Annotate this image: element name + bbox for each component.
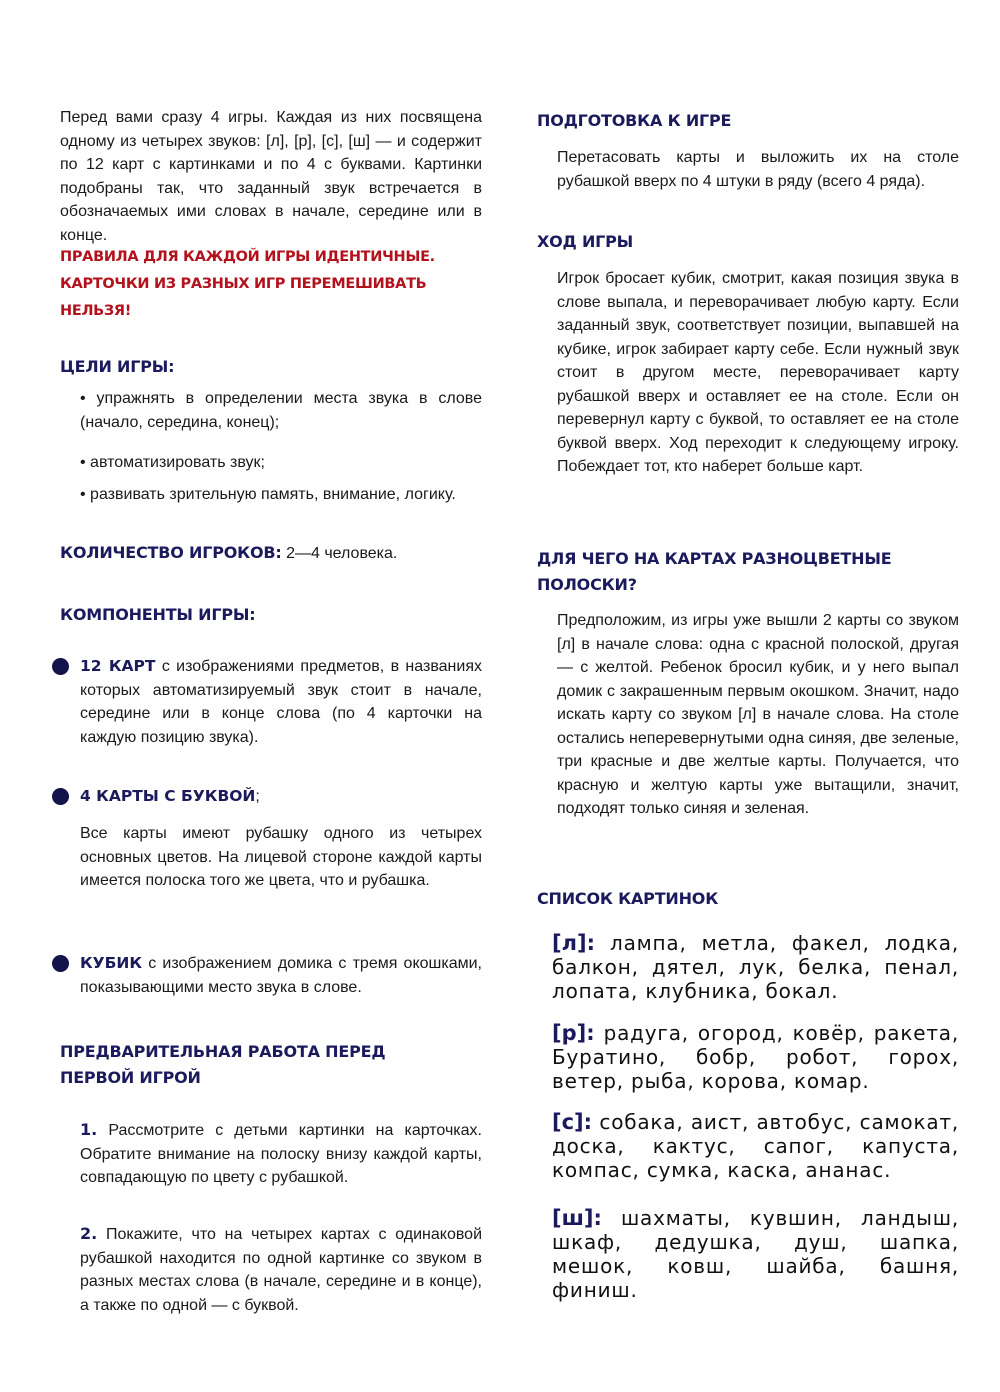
component-lead: 4 КАРТЫ С БУКВОЙ <box>80 787 256 805</box>
picture-group-s <box>552 1110 959 1182</box>
sound-key: [с]: <box>552 1110 593 1134</box>
picture-list-heading: СПИСОК КАРТИНОК <box>537 889 719 908</box>
picture-group-r <box>552 1021 959 1093</box>
players-heading: КОЛИЧЕСТВО ИГРОКОВ: <box>60 543 282 562</box>
players-line <box>60 540 482 566</box>
step-text: Рассмотрите с детьми картинки на карточках. Обратите внимание на полоску внизу каждой карты, совпадающую по цвету с рубашкой. <box>80 1122 482 1186</box>
intro-paragraph: Перед вами сразу 4 игры. Каждая из них посвящена одному из четырех звуков: [л], [р], [с], [ш] — и содержит по 12 карт с картинками и по 4 с буквами. Картинки подобраны так, что заданный звук встречается в обозначаемых ими словах в начале, середине или в конце. <box>60 109 482 244</box>
rules-warning: ПРАВИЛА ДЛЯ КАЖДОЙ ИГРЫ ИДЕНТИЧНЫЕ. КАРТОЧКИ ИЗ РАЗНЫХ ИГР ПЕРЕМЕШИВАТЬ НЕЛЬЗЯ! <box>60 249 435 319</box>
sound-words: собака, аист, автобус, самокат, доска, кактус, сапог, капуста, компас, сумка, каска, ананас. <box>552 1110 959 1182</box>
step-text: Покажите, что на четырех картах с одинаковой рубашкой находится по одной картинке со звуком в разных местах слова (в начале, середине и в конце), а также по одной — с буквой. <box>80 1226 482 1314</box>
stripes-heading-line-2: ПОЛОСКИ? <box>537 575 637 594</box>
component-item-dice <box>60 952 482 999</box>
cards-back-note: Все карты имеют рубашку одного из четырех основных цветов. На лицевой стороне каждой карты имеется полоска того же цвета, что и рубашка. <box>80 825 482 889</box>
goals-item-2: • автоматизировать звук; <box>80 454 265 471</box>
stripes-heading <box>537 546 959 598</box>
components-heading: КОМПОНЕНТЫ ИГРЫ: <box>60 605 256 624</box>
sound-words: лампа, метла, факел, лодка, балкон, дятел, лук, белка, пенал, лопата, клубника, бокал. <box>552 931 959 1003</box>
component-lead: 12 КАРТ <box>80 657 156 675</box>
picture-group-sh <box>552 1206 959 1302</box>
sound-words: шахматы, кувшин, ландыш, шкаф, дедушка, душ, шапка, мешок, ковш, шайба, башня, финиш. <box>552 1206 959 1302</box>
sound-key: [л]: <box>552 931 595 955</box>
component-text: с изображением домика с тремя окошками, показывающими место звука в слове. <box>80 955 482 996</box>
gameplay-heading: ХОД ИГРЫ <box>537 232 634 251</box>
step-number: 2. <box>80 1224 98 1243</box>
stripes-text: Предположим, из игры уже вышли 2 карты со звуком [л] в начале слова: одна с красной полоской, другая — с желтой. Ребенок бросил кубик, и у него выпал домик с закрашенным первым окошком. Значит, надо искать карту со звуком [л] в начале слова. На столе остались неперевернутыми одна синяя, две зеленые, три красные и две желтые карты. Получается, что красную и желтую карты уже вытащили, значит, подходят только синяя и зеленая. <box>557 612 959 817</box>
sound-key: [р]: <box>552 1021 595 1045</box>
preparation-heading: ПОДГОТОВКА К ИГРЕ <box>537 111 732 130</box>
prework-heading-line-2: ПЕРВОЙ ИГРОЙ <box>60 1068 201 1087</box>
players-value: 2—4 человека. <box>286 545 398 562</box>
goals-heading: ЦЕЛИ ИГРЫ: <box>60 357 175 376</box>
goals-item-3: • развивать зрительную память, внимание, логику. <box>80 486 456 503</box>
prework-heading-line-1: ПРЕДВАРИТЕЛЬНАЯ РАБОТА ПЕРЕД <box>60 1042 386 1061</box>
sound-key: [ш]: <box>552 1206 602 1230</box>
component-lead: КУБИК <box>80 954 143 972</box>
gameplay-text: Игрок бросает кубик, смотрит, какая позиция звука в слове выпала, и переворачивает любую карту. Если заданный звук, соответствует позиции, выпавшей на кубике, игрок забирает карту себе. Если нужный звук стоит в другом месте, переворачивает карту рубашкой вверх и оставляет ее на столе. Если он перевернул карту с буквой, то оставляет ее на столе буквой вверх. Ход переходит к следующему игроку. Побеждает тот, кто наберет больше карт. <box>557 270 959 475</box>
preparation-text: Перетасовать карты и выложить их на столе рубашкой вверх по 4 штуки в ряду (всего 4 ряда). <box>557 149 959 190</box>
prework-heading <box>60 1039 482 1091</box>
component-text: с изображениями предметов, в названиях которых автоматизируемый звук стоит в начале, середине или в конце слова (по 4 карточки на каждую позицию звука). <box>80 658 482 746</box>
component-text: ; <box>255 788 260 805</box>
bullet-dot-icon <box>52 955 69 972</box>
step-number: 1. <box>80 1120 98 1139</box>
prework-step-1 <box>60 1118 482 1190</box>
stripes-heading-line-1: ДЛЯ ЧЕГО НА КАРТАХ РАЗНОЦВЕТНЫЕ <box>537 549 892 568</box>
prework-step-2 <box>60 1222 482 1317</box>
component-item-cards <box>60 655 482 749</box>
bullet-dot-icon <box>52 658 69 675</box>
goals-item-1: • упражнять в определении места звука в слове (начало, середина, конец); <box>80 390 482 431</box>
picture-group-l <box>552 931 959 1003</box>
component-item-letter-cards <box>60 785 482 809</box>
bullet-dot-icon <box>52 788 69 805</box>
sound-words: радуга, огород, ковёр, ракета, Буратино, бобр, робот, горох, ветер, рыба, корова, комар. <box>552 1021 959 1093</box>
